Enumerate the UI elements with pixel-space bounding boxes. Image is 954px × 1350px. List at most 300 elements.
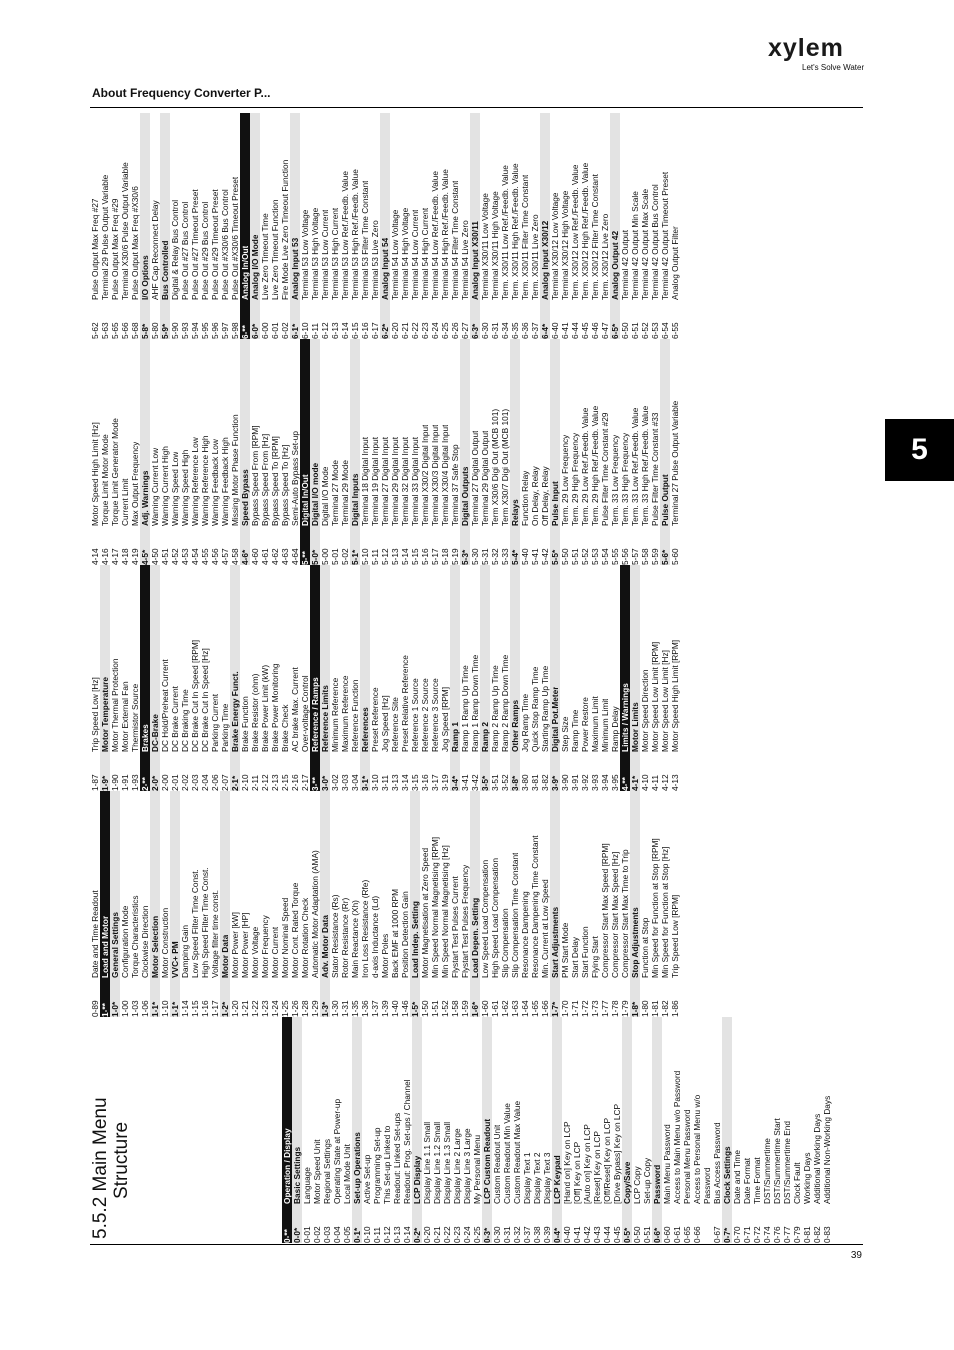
parameter-code: 4-16 bbox=[100, 548, 110, 565]
menu-group-row bbox=[240, 113, 250, 339]
parameter-row bbox=[410, 113, 420, 339]
parameter-row bbox=[702, 1017, 712, 1243]
parameter-name: Terminal 29 Digital Output bbox=[480, 430, 490, 526]
parameter-row bbox=[792, 1017, 802, 1243]
parameter-name: Reference Site bbox=[390, 697, 400, 752]
parameter-name: Motor External Fan bbox=[120, 681, 130, 752]
parameter-code: 0-05 bbox=[342, 1226, 352, 1243]
parameter-name: Warning Speed Low bbox=[170, 451, 180, 526]
parameter-name: Motor Magnetisation at Zero Speed bbox=[420, 847, 430, 978]
parameter-name: Display Text 3 bbox=[542, 1152, 552, 1204]
parameter-code: 3-10 bbox=[370, 774, 380, 791]
parameter-name: Local Mode Unit bbox=[342, 1144, 352, 1204]
parameter-name: Motor Thermal Protection bbox=[110, 658, 120, 752]
parameter-code: 0-04 bbox=[332, 1226, 342, 1243]
parameter-name: Terminal X30/12 Low Voltage bbox=[550, 192, 560, 300]
parameter-row bbox=[320, 339, 330, 565]
parameter-name: Digital I/O mode bbox=[310, 462, 320, 526]
parameter-code: 4-10 bbox=[640, 774, 650, 791]
parameter-row bbox=[402, 1017, 412, 1243]
parameter-row bbox=[490, 113, 500, 339]
menu-group-row bbox=[310, 565, 320, 791]
parameter-row bbox=[330, 791, 340, 1017]
parameter-row bbox=[590, 791, 600, 1017]
parameter-code: 0-44 bbox=[602, 1226, 612, 1243]
parameter-name: Parking Time bbox=[220, 703, 230, 752]
parameter-name: Analog Output Filter bbox=[670, 226, 680, 300]
parameter-code: 1-91 bbox=[120, 774, 130, 791]
parameter-name: Resonance Dampening bbox=[520, 891, 530, 978]
parameter-name: Main Reactance (Xh) bbox=[350, 900, 360, 978]
parameter-code: 0-42 bbox=[582, 1226, 592, 1243]
parameter-code: 5-42 bbox=[540, 548, 550, 565]
parameter-name: Term. 29 Low Ref./Feedb. Value bbox=[580, 407, 590, 526]
parameter-row bbox=[650, 791, 660, 1017]
parameter-code: 6-51 bbox=[630, 322, 640, 339]
parameter-name: Configuration Mode bbox=[120, 905, 130, 978]
parameter-name: Terminal 54 Low Current bbox=[410, 209, 420, 300]
parameter-name: Compressor Start Max Speed [Hz] bbox=[610, 851, 620, 978]
parameter-row bbox=[210, 791, 220, 1017]
menu-group-row bbox=[482, 1017, 492, 1243]
menu-group-row bbox=[290, 113, 300, 339]
parameter-name: Damping Gain bbox=[180, 924, 190, 978]
parameter-row bbox=[510, 113, 520, 339]
parameter-code: 6-3* bbox=[470, 323, 480, 339]
parameter-name: Ramp 2 Ramp Down Time bbox=[500, 654, 510, 752]
parameter-code: 4-52 bbox=[170, 548, 180, 565]
parameter-name: Bypass Speed From [Hz] bbox=[260, 433, 270, 526]
parameter-name: [Drive Bypass] Key on LCP bbox=[612, 1103, 622, 1204]
menu-group-row bbox=[550, 565, 560, 791]
parameter-name: Display Line 1.3 Small bbox=[442, 1121, 452, 1204]
parameter-code: 0-03 bbox=[322, 1226, 332, 1243]
parameter-name: Max Output Frequency bbox=[130, 441, 140, 526]
parameter-row bbox=[120, 113, 130, 339]
parameter-name: Date Format bbox=[742, 1157, 752, 1204]
parameter-name: Terminal 53 High Ref./Feedb. Value bbox=[350, 169, 360, 300]
parameter-code: 0-72 bbox=[752, 1226, 762, 1243]
parameter-row bbox=[370, 791, 380, 1017]
parameter-code: 6-1* bbox=[290, 323, 300, 339]
parameter-code: 3-16 bbox=[420, 774, 430, 791]
parameter-name: Terminal 54 Live Zero bbox=[460, 220, 470, 300]
parameter-code: 5-57 bbox=[630, 548, 640, 565]
parameter-code: 1-62 bbox=[500, 1000, 510, 1017]
parameter-row bbox=[430, 791, 440, 1017]
parameter-name: On Delay, Relay bbox=[530, 466, 540, 526]
parameter-name: Missing Motor Phase Function bbox=[230, 414, 240, 526]
parameter-code: 1-25 bbox=[280, 1000, 290, 1017]
parameter-code: 1-64 bbox=[520, 1000, 530, 1017]
parameter-name: Readout: Linked Set-ups bbox=[392, 1112, 402, 1204]
parameter-name: Min Speed Normal Magnetising [RPM] bbox=[430, 836, 440, 978]
parameter-code: 2-10 bbox=[240, 774, 250, 791]
parameter-code: 2-0* bbox=[150, 775, 160, 791]
parameter-code: 6-37 bbox=[530, 322, 540, 339]
parameter-row bbox=[580, 565, 590, 791]
parameter-code: 1-78 bbox=[610, 1000, 620, 1017]
menu-group-row bbox=[410, 791, 420, 1017]
parameter-row bbox=[560, 565, 570, 791]
parameter-name: Term. X30/11 Low Ref./Feedb. Value bbox=[500, 165, 510, 300]
parameter-name: Compressor Start Max Time to Trip bbox=[620, 849, 630, 978]
parameter-row bbox=[590, 113, 600, 339]
parameter-name: Pulse Out #27 Timeout Preset bbox=[190, 189, 200, 300]
parameter-name: Date and Time bbox=[732, 1150, 742, 1204]
parameter-code: 5-59 bbox=[650, 548, 660, 565]
parameter-row bbox=[240, 565, 250, 791]
parameter-name: Parking Current bbox=[210, 693, 220, 752]
parameter-name: Brake Resistor (ohm) bbox=[250, 673, 260, 752]
parameter-code: 5-15 bbox=[410, 548, 420, 565]
parameter-name: Preset Relative Reference bbox=[400, 655, 410, 752]
parameter-code: 5-68 bbox=[130, 322, 140, 339]
parameter-name: This Set-up Linked to bbox=[382, 1125, 392, 1204]
parameter-name: Terminal 29 Pulse Output Variable bbox=[100, 174, 110, 300]
parameter-code: 6-50 bbox=[620, 322, 630, 339]
parameter-name: Term. X30/11 Filter Time Constant bbox=[520, 174, 530, 300]
parameter-name: Low Speed Filter Time Const. bbox=[190, 869, 200, 978]
parameter-name: Digital & Relay Bus Control bbox=[170, 199, 180, 300]
parameter-code: 5-13 bbox=[390, 548, 400, 565]
parameter-name: Motor Temperature bbox=[100, 677, 110, 752]
parameter-row bbox=[180, 565, 190, 791]
parameter-name: Ramp Time bbox=[570, 709, 580, 752]
parameter-row bbox=[650, 565, 660, 791]
parameter-code: 4-63 bbox=[280, 548, 290, 565]
parameter-name: Slip Compensation Time Constant bbox=[510, 852, 520, 978]
parameter-name: Off Delay, Relay bbox=[540, 466, 550, 526]
parameter-row bbox=[442, 1017, 452, 1243]
parameter-row bbox=[380, 339, 390, 565]
parameter-name: Maximum Limit bbox=[590, 696, 600, 752]
parameter-code: 5-51 bbox=[570, 548, 580, 565]
parameter-code: 0-20 bbox=[422, 1226, 432, 1243]
parameter-row bbox=[610, 565, 620, 791]
parameter-row bbox=[602, 1017, 612, 1243]
parameter-name: Adv. Motor Data bbox=[320, 915, 330, 978]
parameter-row bbox=[110, 339, 120, 565]
parameter-code: 1-52 bbox=[440, 1000, 450, 1017]
menu-group-row bbox=[550, 791, 560, 1017]
parameter-code: 0-14 bbox=[402, 1226, 412, 1243]
parameter-code: 6-23 bbox=[420, 322, 430, 339]
parameter-code: 1-06 bbox=[140, 1000, 150, 1017]
parameter-row bbox=[322, 1017, 332, 1243]
parameter-name: Automatic Motor Adaptation (AMA) bbox=[310, 850, 320, 978]
parameter-row bbox=[640, 113, 650, 339]
parameter-name: Bypass Speed From [RPM] bbox=[250, 425, 260, 526]
parameter-row bbox=[150, 339, 160, 565]
parameter-name: Active Set-up bbox=[362, 1154, 372, 1204]
parameter-name: Pulse Output bbox=[660, 474, 670, 526]
parameter-code: 0-30 bbox=[492, 1226, 502, 1243]
parameter-row bbox=[570, 339, 580, 565]
parameter-code: 6-14 bbox=[340, 322, 350, 339]
parameter-row bbox=[540, 565, 550, 791]
parameter-row bbox=[490, 791, 500, 1017]
parameter-name: Motor Rotation Check bbox=[300, 897, 310, 978]
parameter-code: 5-1* bbox=[350, 549, 360, 565]
parameter-name: Adj. Warnings bbox=[140, 470, 150, 526]
parameter-code: 3-0* bbox=[320, 775, 330, 791]
parameter-name: Terminal 53 Low Current bbox=[320, 209, 330, 300]
parameter-row bbox=[670, 791, 680, 1017]
parameter-code: 6-55 bbox=[670, 322, 680, 339]
parameter-row bbox=[560, 791, 570, 1017]
parameter-code: 3-92 bbox=[580, 774, 590, 791]
parameter-code: 6-46 bbox=[590, 322, 600, 339]
parameter-name: Terminal 54 Filter Time Constant bbox=[450, 180, 460, 300]
parameter-code: 5-16 bbox=[420, 548, 430, 565]
menu-group-row bbox=[170, 791, 180, 1017]
parameter-row bbox=[660, 565, 670, 791]
parameter-name: DST/Summertime Start bbox=[772, 1118, 782, 1204]
parameter-code: 1-65 bbox=[530, 1000, 540, 1017]
parameter-code: 0-70 bbox=[732, 1226, 742, 1243]
parameter-name: Flystart Test Pulses Frequency bbox=[460, 864, 470, 978]
section-number: 5.5.2 bbox=[90, 1196, 111, 1239]
parameter-name: Set-up Copy bbox=[642, 1157, 652, 1204]
parameter-name: Term X30/6 Digi Out (MCB 101) bbox=[490, 408, 500, 526]
parameter-row bbox=[370, 339, 380, 565]
menu-group-row bbox=[622, 1017, 632, 1243]
parameter-row bbox=[642, 1017, 652, 1243]
parameter-row bbox=[562, 1017, 572, 1243]
parameter-code: 6-17 bbox=[370, 322, 380, 339]
parameter-row bbox=[530, 339, 540, 565]
menu-group-row bbox=[630, 791, 640, 1017]
parameter-code: 0-1* bbox=[352, 1227, 362, 1243]
parameter-code: 0-** bbox=[282, 1229, 292, 1243]
parameter-name: Function Relay bbox=[520, 470, 530, 526]
parameter-code: 0-37 bbox=[522, 1226, 532, 1243]
parameter-code: 6-16 bbox=[360, 322, 370, 339]
parameter-code: 1-80 bbox=[640, 1000, 650, 1017]
parameter-code: 4-50 bbox=[150, 548, 160, 565]
parameter-row bbox=[620, 791, 630, 1017]
parameter-name: Terminal 53 Live Zero bbox=[370, 220, 380, 300]
parameter-code: 1-8* bbox=[630, 1001, 640, 1017]
menu-group-row bbox=[220, 791, 230, 1017]
parameter-code: 1-10 bbox=[160, 1000, 170, 1017]
parameter-row bbox=[210, 113, 220, 339]
parameter-row bbox=[230, 113, 240, 339]
menu-group-row bbox=[140, 565, 150, 791]
parameter-name: Analog In/Out bbox=[240, 245, 250, 300]
parameter-name: Term. X30/12 Low Ref./Feedb. Value bbox=[570, 164, 580, 300]
parameter-code: 1-66 bbox=[540, 1000, 550, 1017]
parameter-code: 0-12 bbox=[382, 1226, 392, 1243]
parameter-code: 0-65 bbox=[682, 1226, 692, 1243]
parameter-code: 1-3* bbox=[320, 1001, 330, 1017]
parameter-code: 5-3* bbox=[460, 549, 470, 565]
parameter-code: 4-18 bbox=[120, 548, 130, 565]
parameter-row bbox=[390, 791, 400, 1017]
parameter-row bbox=[400, 113, 410, 339]
parameter-code: 1-6* bbox=[470, 1001, 480, 1017]
parameter-code: 0-66 bbox=[692, 1226, 702, 1243]
menu-group-row bbox=[250, 113, 260, 339]
parameter-code: 2-04 bbox=[200, 774, 210, 791]
parameter-name: References bbox=[360, 707, 370, 752]
parameter-name: Terminal 27 Pulse Output Variable bbox=[670, 400, 680, 526]
parameter-code: 0-40 bbox=[562, 1226, 572, 1243]
parameter-name: DST/Summertime End bbox=[782, 1121, 792, 1204]
parameter-code: 6-0* bbox=[250, 323, 260, 339]
menu-group-row bbox=[610, 113, 620, 339]
parameter-row bbox=[620, 113, 630, 339]
parameter-code: 5-0* bbox=[310, 549, 320, 565]
parameter-code: 1-77 bbox=[600, 1000, 610, 1017]
parameter-name: Terminal 54 High Current bbox=[420, 207, 430, 300]
parameter-code: 6-47 bbox=[600, 322, 610, 339]
section-heading bbox=[90, 1097, 132, 1239]
parameter-row bbox=[230, 339, 240, 565]
parameter-name: Additional Non-Working Days bbox=[822, 1095, 832, 1204]
parameter-name: Term. 33 Low Frequency bbox=[610, 434, 620, 526]
parameter-name: Pulse Output Max Freq #29 bbox=[110, 198, 120, 300]
parameter-row bbox=[260, 339, 270, 565]
menu-group-row bbox=[412, 1017, 422, 1243]
parameter-name: Operating State at Power-up bbox=[332, 1098, 342, 1204]
parameter-row bbox=[560, 113, 570, 339]
menu-group-row bbox=[620, 565, 630, 791]
parameter-code: 5-93 bbox=[180, 322, 190, 339]
parameter-row bbox=[600, 113, 610, 339]
menu-group-row bbox=[660, 339, 670, 565]
parameter-row bbox=[480, 339, 490, 565]
parameter-code: 6-5* bbox=[610, 323, 620, 339]
parameter-code: 5-80 bbox=[150, 322, 160, 339]
parameter-name: Warning Current Low bbox=[150, 447, 160, 526]
parameter-row bbox=[370, 113, 380, 339]
parameter-name: Digital In/Out bbox=[300, 474, 310, 526]
parameter-code: 2-17 bbox=[300, 774, 310, 791]
parameter-code: 1-79 bbox=[620, 1000, 630, 1017]
parameter-row bbox=[130, 791, 140, 1017]
parameter-code: 1-71 bbox=[570, 1000, 580, 1017]
parameter-code: 3-81 bbox=[530, 774, 540, 791]
parameter-name: Trip Speed Low [RPM] bbox=[670, 894, 680, 978]
parameter-code: 6-** bbox=[240, 325, 250, 339]
parameter-name: Stop Adjustments bbox=[630, 907, 640, 978]
parameter-name: Readout: Prog. Set-ups / Channel bbox=[402, 1079, 412, 1204]
parameter-row bbox=[130, 113, 140, 339]
parameter-name: Function at Stop bbox=[640, 917, 650, 978]
parameter-name: Terminal X30/11 Low Voltage bbox=[480, 193, 490, 300]
parameter-name: Rotor Resistance (Rr) bbox=[340, 897, 350, 978]
parameter-name: Warning Reference Low bbox=[190, 437, 200, 526]
parameter-name: Additional Working Days bbox=[812, 1113, 822, 1204]
parameter-row bbox=[270, 113, 280, 339]
parameter-code: 3-42 bbox=[470, 774, 480, 791]
parameter-code: 3-02 bbox=[330, 774, 340, 791]
parameter-row bbox=[490, 565, 500, 791]
parameter-row bbox=[170, 565, 180, 791]
parameter-code: 3-93 bbox=[590, 774, 600, 791]
parameter-name: Term. X30/12 High Ref./Feedb. Value bbox=[580, 162, 590, 300]
parameter-name: Terminal 53 Low Ref./Feedb. Value bbox=[340, 171, 350, 300]
parameter-name: Motor Power [HP] bbox=[240, 912, 250, 978]
parameter-name: Warning Current High bbox=[160, 446, 170, 526]
parameter-code: 3-13 bbox=[390, 774, 400, 791]
parameter-name: Working Days bbox=[802, 1152, 812, 1204]
parameter-row bbox=[190, 113, 200, 339]
menu-column-2 bbox=[90, 791, 863, 1017]
parameter-name: Reference 1 Source bbox=[410, 678, 420, 752]
parameter-name: Reference Function bbox=[350, 679, 360, 752]
parameter-code: 5-90 bbox=[170, 322, 180, 339]
parameter-code: 0-74 bbox=[762, 1226, 772, 1243]
parameter-name: Brake Function bbox=[240, 696, 250, 752]
parameter-code: 3-51 bbox=[490, 774, 500, 791]
parameter-row bbox=[540, 339, 550, 565]
parameter-row bbox=[742, 1017, 752, 1243]
parameter-row bbox=[380, 565, 390, 791]
parameter-row bbox=[732, 1017, 742, 1243]
parameter-code: 1-81 bbox=[650, 1000, 660, 1017]
parameter-code: 6-13 bbox=[330, 322, 340, 339]
parameter-name: Min Speed for Function at Stop [Hz] bbox=[660, 846, 670, 978]
parameter-name: Motor Voltage bbox=[250, 926, 260, 978]
parameter-row bbox=[342, 1017, 352, 1243]
parameter-row bbox=[650, 339, 660, 565]
parameter-code: 1-51 bbox=[430, 1000, 440, 1017]
parameter-code: 1-00 bbox=[120, 1000, 130, 1017]
parameter-code: 0-6* bbox=[652, 1227, 662, 1243]
parameter-row bbox=[280, 565, 290, 791]
parameter-name: Display Text 2 bbox=[532, 1152, 542, 1204]
parameter-name: Programming Set-up bbox=[372, 1127, 382, 1204]
parameter-name: Terminal 32 Digital Input bbox=[400, 436, 410, 526]
parameter-row bbox=[822, 1017, 832, 1243]
parameter-code: 5-53 bbox=[590, 548, 600, 565]
parameter-code: 5-17 bbox=[430, 548, 440, 565]
parameter-code: 5-98 bbox=[230, 322, 240, 339]
parameter-row bbox=[672, 1017, 682, 1243]
parameter-row bbox=[762, 1017, 772, 1243]
parameter-code: 5-14 bbox=[400, 548, 410, 565]
parameter-name: Reference Limits bbox=[320, 685, 330, 752]
parameter-code: 3-8* bbox=[510, 775, 520, 791]
parameter-name: Terminal 42 Output Min Scale bbox=[630, 191, 640, 300]
parameter-row bbox=[200, 339, 210, 565]
parameter-name: Iron Loss Resistance (Rfe) bbox=[360, 879, 370, 978]
parameter-name: Display Text 1 bbox=[522, 1152, 532, 1204]
parameter-row bbox=[320, 113, 330, 339]
parameter-code: 2-02 bbox=[180, 774, 190, 791]
parameter-name: Term. X30/11 High Ref./Feedb. Value bbox=[510, 163, 520, 300]
parameter-row bbox=[210, 339, 220, 565]
parameter-code: 4-19 bbox=[130, 548, 140, 565]
menu-group-row bbox=[292, 1017, 302, 1243]
parameter-code: 0-67 bbox=[712, 1226, 722, 1243]
parameter-name: Access to Main Menu w/o Password bbox=[672, 1070, 682, 1204]
parameter-code: 1-21 bbox=[240, 1000, 250, 1017]
parameter-name: Motor Power [kW] bbox=[230, 912, 240, 978]
parameter-name: Minimum Limit bbox=[600, 698, 610, 752]
parameter-code: 3-4* bbox=[450, 775, 460, 791]
menu-group-row bbox=[540, 113, 550, 339]
parameter-code: 2-00 bbox=[160, 774, 170, 791]
parameter-row bbox=[250, 565, 260, 791]
parameter-code: 6-20 bbox=[390, 322, 400, 339]
parameter-row bbox=[130, 565, 140, 791]
parameter-row bbox=[470, 565, 480, 791]
parameter-row bbox=[160, 791, 170, 1017]
